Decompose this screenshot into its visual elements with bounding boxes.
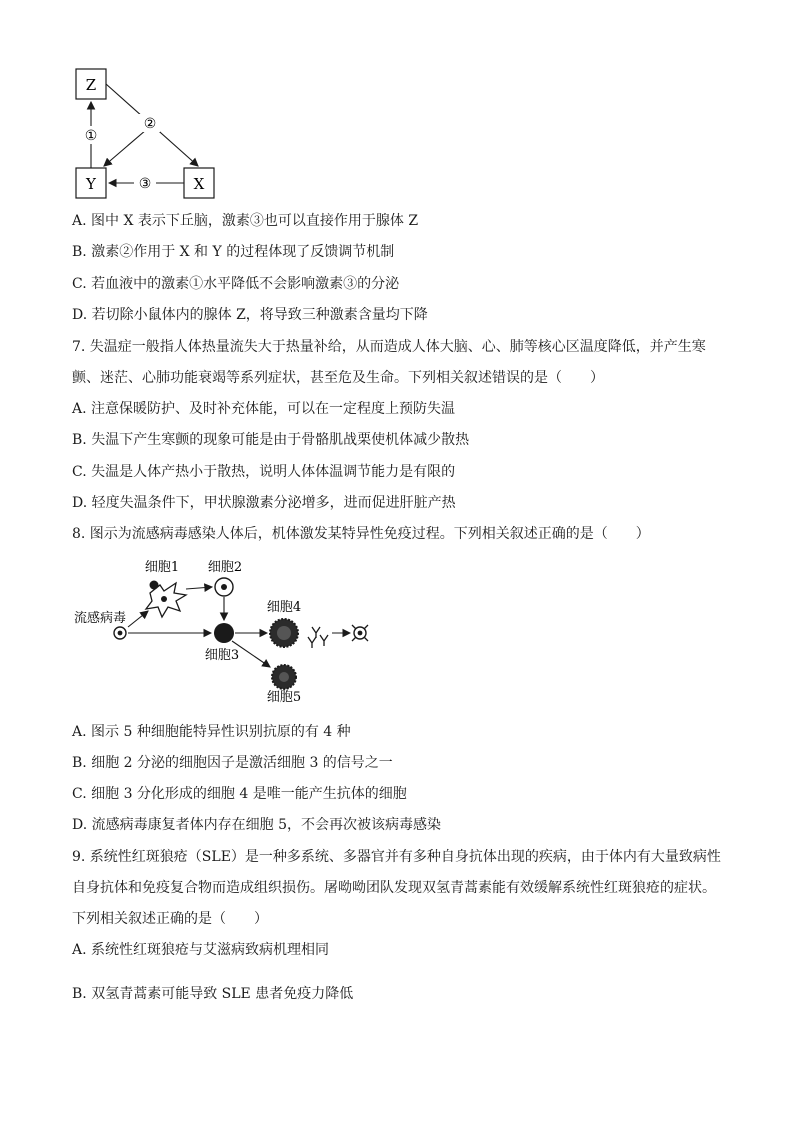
q9-option-b: B. 双氢青蒿素可能导致 SLE 患者免疫力降低 xyxy=(72,986,354,1002)
node-y-label: Y xyxy=(86,175,96,193)
label-1: ① xyxy=(84,128,98,144)
q8-option-c: C. 细胞 3 分化形成的细胞 4 是唯一能产生抗体的细胞 xyxy=(72,786,407,802)
arrow-cell1-to-cell2 xyxy=(186,587,212,589)
cell5-label: 细胞5 xyxy=(266,690,302,705)
arrow-virus-to-cell1 xyxy=(128,611,148,627)
q7-stem-line1: 7. 失温症一般指人体热量流失大于热量补给，从而造成人体大脑、心、肺等核心区温度降低，并产生寒 xyxy=(72,339,706,355)
q9-stem-line3: 下列相关叙述正确的是（ ） xyxy=(72,911,268,927)
cell2-label: 细胞2 xyxy=(207,560,243,575)
antibody-icons xyxy=(308,627,328,648)
q9-stem-line1: 9. 系统性红斑狼疮（SLE）是一种多系统、多器官并有多种自身抗体出现的疾病，由于体内有大量致病性 xyxy=(72,849,721,865)
immune-process-diagram xyxy=(72,555,392,705)
q7-option-d: D. 轻度失温条件下，甲状腺激素分泌增多，进而促进肝脏产热 xyxy=(72,495,456,511)
cell5-icon xyxy=(272,665,296,689)
q7-option-b: B. 失温下产生寒颤的现象可能是由于骨骼肌战栗使机体减少散热 xyxy=(72,432,470,448)
node-x-label: X xyxy=(193,175,205,193)
node-z-label: Z xyxy=(85,76,97,94)
hormone-relation-diagram xyxy=(70,62,230,204)
cell1-icon xyxy=(146,581,186,618)
virus-icon xyxy=(114,627,126,639)
label-2: ② xyxy=(143,116,157,132)
q7-option-a: A. 注意保暖防护、及时补充体能，可以在一定程度上预防失温 xyxy=(72,401,456,417)
arrow-2-to-y xyxy=(104,130,146,166)
q8-option-b: B. 细胞 2 分泌的细胞因子是激活细胞 3 的信号之一 xyxy=(72,755,393,771)
q9-option-a: A. 系统性红斑狼疮与艾滋病致病机理相同 xyxy=(72,942,330,958)
antigen-complex-icon xyxy=(352,625,368,641)
q7-stem-line2: 颤、迷茫、心肺功能衰竭等系列症状，甚至危及生命。下列相关叙述错误的是（ ） xyxy=(72,370,604,386)
cell3-icon xyxy=(214,623,234,643)
virus-label: 流感病毒 xyxy=(74,611,127,626)
q6-option-c: C. 若血液中的激素①水平降低不会影响激素③的分泌 xyxy=(72,276,400,292)
q8-option-a: A. 图示 5 种细胞能特异性识别抗原的有 4 种 xyxy=(72,724,351,740)
cell4-icon xyxy=(270,619,298,647)
q8-option-d: D. 流感病毒康复者体内存在细胞 5，不会再次被该病毒感染 xyxy=(72,817,441,833)
cell3-label: 细胞3 xyxy=(204,648,240,663)
cell1-label: 细胞1 xyxy=(144,560,180,575)
cell4-label: 细胞4 xyxy=(266,600,302,615)
q6-option-d: D. 若切除小鼠体内的腺体 Z，将导致三种激素含量均下降 xyxy=(72,307,428,323)
q6-option-a: A. 图中 X 表示下丘脑，激素③也可以直接作用于腺体 Z xyxy=(72,213,419,229)
q9-stem-line2: 自身抗体和免疫复合物而造成组织损伤。屠呦呦团队发现双氢青蒿素能有效缓解系统性红斑狼疮的症状。 xyxy=(72,880,716,896)
q8-stem: 8. 图示为流感病毒感染人体后，机体激发某特异性免疫过程。下列相关叙述正确的是（ ） xyxy=(72,526,650,542)
q6-option-b: B. 激素②作用于 X 和 Y 的过程体现了反馈调节机制 xyxy=(72,244,395,260)
label-3: ③ xyxy=(138,176,152,192)
cell2-icon xyxy=(215,578,233,596)
q7-option-c: C. 失温是人体产热小于散热，说明人体体温调节能力是有限的 xyxy=(72,464,456,480)
